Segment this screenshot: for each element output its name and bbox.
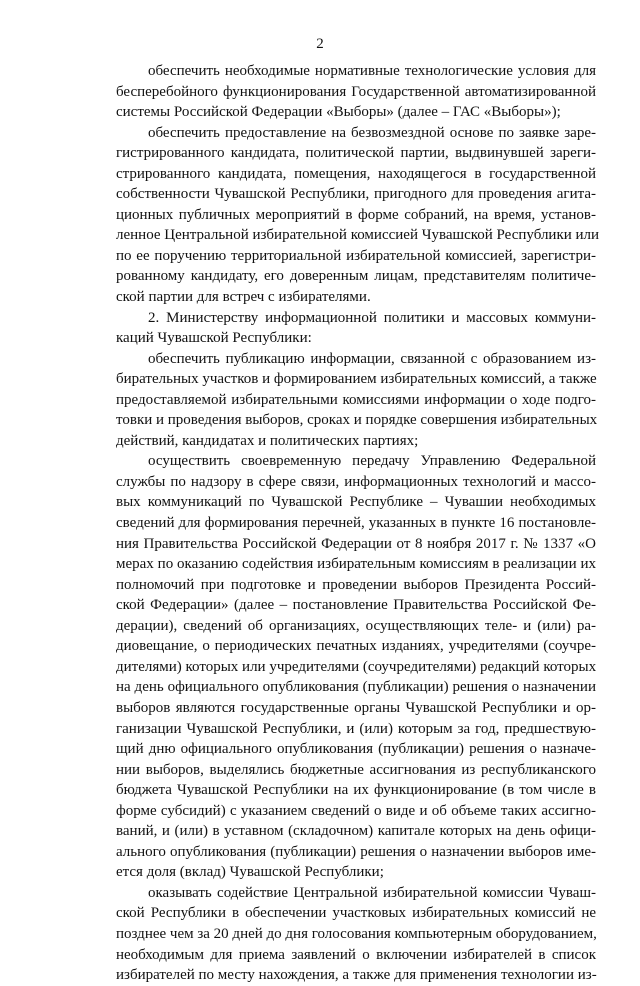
- text-line: ской партии для встреч с избирателями.: [116, 289, 371, 306]
- text-line: ской Республики в обеспечении участковых избирательных комиссий не: [116, 905, 596, 922]
- text-line: 2. Министерству информационной политики и массовых коммуни-: [148, 309, 596, 326]
- text-line: ционных публичных мероприятий в форме собраний, на время, установ-: [116, 206, 596, 223]
- text-line: бирательных участков и формированием избирательных комиссий, а также: [116, 371, 597, 388]
- text-line: гистрированного кандидата, политической партии, выдвинувшей зареги-: [116, 145, 596, 162]
- text-line: сведений для формирования перечней, указанных в пункте 16 постановле-: [116, 515, 596, 532]
- page-number: 2: [316, 36, 324, 52]
- text-line: осуществить своевременную передачу Управлению Федеральной: [148, 453, 596, 470]
- text-line: оказывать содействие Центральной избирательной комиссии Чуваш-: [148, 884, 596, 901]
- text-line: предоставляемой избирательными комиссиями информации о ходе подго-: [116, 391, 596, 408]
- text-line: выборов являются государственные органы Чувашской Республики и ор-: [116, 699, 596, 716]
- text-line: собственности Чувашской Республики, пригодного для проведения агита-: [116, 186, 596, 203]
- text-line: мерах по оказанию содействия избирательным комиссиям в реализации их: [116, 556, 596, 573]
- text-line: диовещание, о периодических печатных изданиях, учредителями (соучре-: [116, 638, 596, 655]
- text-line: рованному кандидату, его доверенным лицам, представителям политиче-: [116, 268, 596, 285]
- text-line: бесперебойного функционирования Государственной автоматизированной: [116, 83, 596, 100]
- text-line: ганизации Чувашской Республики, и (или) которым за год, предшествую-: [116, 720, 596, 737]
- text-line: позднее чем за 20 дней до дня голосования компьютерным оборудованием,: [116, 925, 597, 942]
- text-line: полномочий при подготовке и проведении выборов Президента Россий-: [116, 576, 596, 593]
- text-line: обеспечить предоставление на безвозмездной основе по заявке заре-: [148, 124, 596, 141]
- text-line: каций Чувашской Республики:: [116, 330, 312, 347]
- document-body: [116, 61, 600, 986]
- text-line: ального опубликования (публикации) решения о назначении выборов име-: [116, 843, 596, 860]
- text-line: щий дню официального опубликования (публикации) решения о назначе-: [116, 741, 596, 758]
- text-line: по ее поручению территориальной избирательной комиссией, зарегистри-: [116, 247, 596, 264]
- text-line: нии выборов, выделялись бюджетные ассигнования из республиканского: [116, 761, 596, 778]
- text-line: форме субсидий) с указанием сведений о виде и об объеме таких ассигно-: [116, 802, 596, 819]
- text-line: на день официального опубликования (публикации) решения о назначении: [116, 679, 596, 696]
- text-line: дителями) которых или учредителями (соучредителями) редакций которых: [116, 658, 597, 675]
- text-line: ния Правительства Российской Федерации от 8 ноября 2017 г. № 1337 «О: [116, 535, 596, 552]
- text-line: ваний, и (или) в уставном (складочном) капитале которых на день офици-: [116, 823, 596, 840]
- text-line: ской Федерации» (далее – постановление Правительства Российской Фе-: [116, 597, 596, 614]
- text-line: вых коммуникаций по Чувашской Республике – Чувашии необходимых: [116, 494, 596, 511]
- text-line: действий, кандидатах и политических партиях;: [116, 432, 419, 449]
- text-line: службы по надзору в сфере связи, информационных технологий и массо-: [116, 473, 596, 490]
- text-line: ленное Центральной избирательной комиссией Чувашской Республики или: [116, 227, 600, 244]
- text-line: избирателей по месту нахождения, а также для применения технологии из-: [116, 967, 597, 984]
- text-line: бюджета Чувашской Республики на их функционирование (в том числе в: [116, 782, 596, 799]
- text-line: дерации), сведений об организациях, осуществляющих теле- и (или) ра-: [116, 617, 596, 634]
- text-line: необходимым для приема заявлений о включении избирателей в список: [116, 946, 596, 963]
- text-line: товки и проведения выборов, сроках и порядке совершения избирательных: [116, 412, 598, 429]
- text-line: обеспечить необходимые нормативные технологические условия для: [148, 63, 596, 79]
- text-line: системы Российской Федерации «Выборы» (далее – ГАС «Выборы»);: [116, 104, 561, 121]
- text-line: ется доля (вклад) Чувашской Республики;: [116, 864, 384, 881]
- text-line: обеспечить публикацию информации, связанной с образованием из-: [148, 350, 596, 367]
- text-line: стрированного кандидата, помещения, находящегося в государственной: [116, 165, 596, 182]
